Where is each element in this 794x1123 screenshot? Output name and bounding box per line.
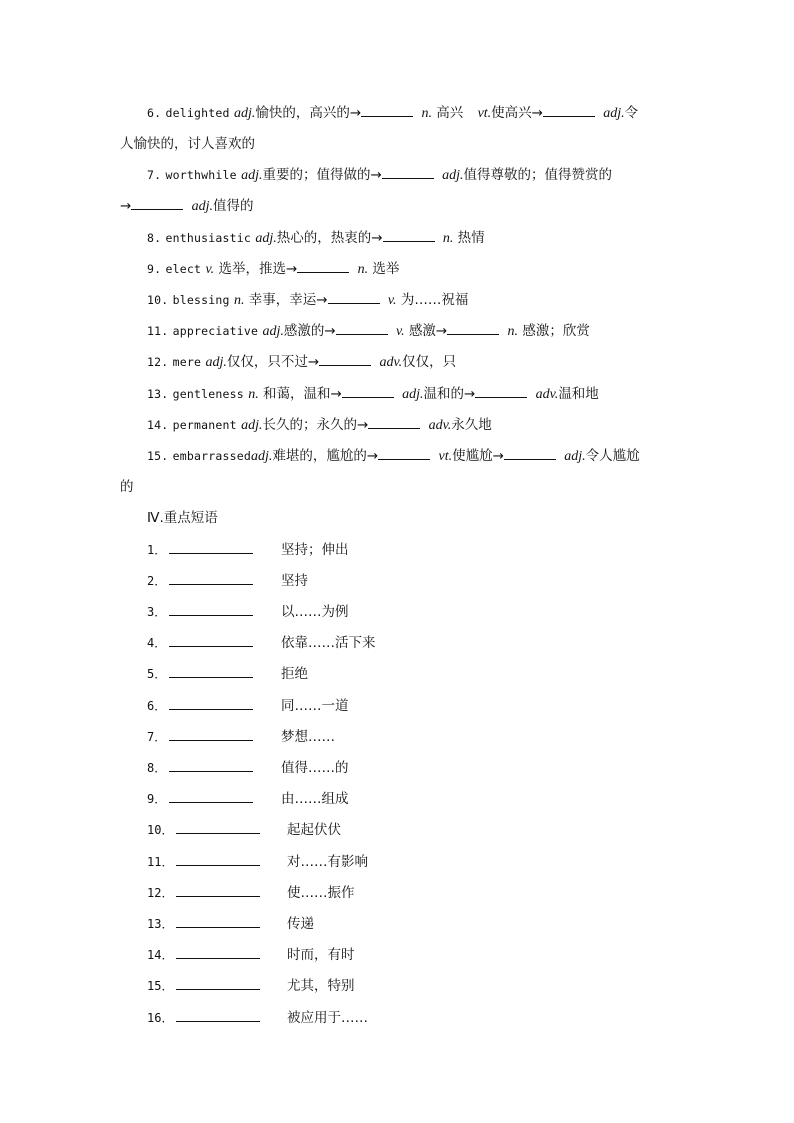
meaning: 值得的	[213, 198, 254, 214]
meaning: 长久的；永久的→	[262, 417, 369, 433]
meaning: 感激的→	[283, 323, 336, 339]
meaning: 仅仅，只	[402, 354, 457, 370]
part-of-speech: n.	[442, 231, 454, 246]
meaning: 难堪的，尴尬的→	[272, 448, 379, 464]
phrase-item	[147, 665, 547, 683]
phrase-meaning: 由……组成	[281, 791, 349, 807]
vocab-item-6-continued	[120, 135, 680, 153]
vocab-num: 11.	[147, 324, 169, 338]
part-of-speech: adj.	[442, 168, 464, 183]
phrase-meaning: 依靠……活下来	[281, 635, 376, 651]
phrase-answer-blank[interactable]	[169, 646, 253, 647]
meaning: 永久地	[451, 417, 492, 433]
meaning: 高兴	[436, 105, 464, 121]
vocab-word: gentleness	[172, 387, 244, 401]
phrase-item	[147, 759, 547, 777]
phrase-answer-blank[interactable]	[169, 584, 253, 585]
vocab-item-9	[147, 260, 707, 279]
part-of-speech: vt.	[438, 449, 453, 464]
answer-blank[interactable]	[131, 197, 183, 210]
part-of-speech: adj.	[603, 106, 625, 121]
meaning: 幸事，幸运→	[248, 292, 328, 308]
part-of-speech: v.	[395, 324, 405, 339]
part-of-speech: adj.	[262, 324, 284, 339]
part-of-speech: vt.	[477, 106, 492, 121]
meaning: 令	[624, 105, 639, 121]
phrase-answer-blank[interactable]	[169, 802, 253, 803]
phrase-answer-blank[interactable]	[169, 615, 253, 616]
meaning: 热情	[457, 230, 485, 246]
phrase-meaning: 传递	[287, 916, 314, 932]
phrase-num: 11．	[147, 855, 174, 869]
phrase-num: 7．	[147, 730, 167, 744]
phrase-num: 3．	[147, 605, 167, 619]
vocab-num: 14.	[147, 418, 169, 432]
part-of-speech: adv.	[428, 418, 452, 433]
answer-blank[interactable]	[328, 291, 380, 304]
answer-blank[interactable]	[361, 104, 413, 117]
part-of-speech: n.	[248, 387, 259, 402]
phrase-num: 14．	[147, 948, 174, 962]
phrase-num: 13．	[147, 917, 174, 931]
part-of-speech: adj.	[233, 106, 256, 121]
part-of-speech: adj.	[205, 355, 227, 370]
part-of-speech: adv.	[379, 355, 403, 370]
phrase-answer-blank[interactable]	[169, 553, 253, 554]
vocab-item-8	[147, 229, 707, 248]
phrase-meaning: 尤其，特别	[287, 978, 355, 994]
phrase-item	[147, 634, 547, 652]
phrase-answer-blank[interactable]	[176, 896, 260, 897]
meaning: 愉快的，高兴的→	[255, 105, 362, 121]
phrase-meaning: 值得……的	[281, 760, 349, 776]
arrow: →	[120, 198, 132, 214]
answer-blank[interactable]	[336, 322, 388, 335]
phrase-answer-blank[interactable]	[169, 677, 253, 678]
vocab-num: 9.	[147, 262, 162, 276]
phrase-answer-blank[interactable]	[176, 833, 260, 834]
phrase-item	[147, 697, 547, 715]
part-of-speech: n.	[357, 262, 369, 277]
part-of-speech: n.	[507, 324, 519, 339]
phrase-meaning: 对……有影响	[287, 854, 368, 870]
vocab-num: 6.	[147, 106, 162, 120]
vocab-num: 15.	[147, 449, 169, 463]
vocab-num: 10.	[147, 293, 169, 307]
part-of-speech: adj.	[241, 418, 263, 433]
vocab-item-14	[147, 416, 707, 435]
meaning: 热心的，热衷的→	[276, 230, 383, 246]
phrase-meaning: 使……振作	[287, 885, 355, 901]
answer-blank[interactable]	[368, 416, 420, 429]
vocab-word: mere	[172, 355, 202, 369]
answer-blank[interactable]	[297, 260, 349, 273]
vocab-item-7	[147, 166, 707, 185]
meaning: 使高兴→	[491, 105, 543, 121]
meaning: 为……祝福	[400, 292, 469, 308]
answer-blank[interactable]	[342, 385, 394, 398]
phrase-num: 12．	[147, 886, 174, 900]
part-of-speech: adj.	[241, 168, 263, 183]
vocab-num: 12.	[147, 355, 169, 369]
vocab-item-7-continued	[120, 197, 680, 216]
phrase-item	[147, 915, 547, 933]
vocab-item-12	[147, 353, 707, 372]
phrase-item	[147, 603, 547, 621]
phrase-item	[147, 853, 547, 871]
vocab-num: 8.	[147, 231, 162, 245]
phrase-num: 10．	[147, 823, 174, 837]
part-of-speech: n.	[233, 293, 245, 308]
phrase-num: 16．	[147, 1011, 174, 1025]
phrase-answer-blank[interactable]	[176, 865, 260, 866]
vocab-item-6	[147, 104, 707, 123]
answer-blank[interactable]	[543, 104, 595, 117]
phrase-meaning: 梦想……	[281, 729, 335, 745]
meaning: 令人尴尬	[585, 448, 640, 464]
part-of-speech: v.	[387, 293, 397, 308]
phrase-item	[147, 884, 547, 902]
phrase-num: 8．	[147, 761, 167, 775]
meaning: 感激→	[408, 323, 448, 339]
phrase-meaning: 拒绝	[281, 666, 308, 682]
part-of-speech: adj.	[402, 387, 424, 402]
phrase-answer-blank[interactable]	[176, 927, 260, 928]
phrase-num: 6．	[147, 699, 167, 713]
phrase-answer-blank[interactable]	[169, 740, 253, 741]
part-of-speech: adj.	[255, 231, 277, 246]
vocab-num: 7.	[147, 168, 162, 182]
meaning: 人愉快的，讨人喜欢的	[120, 136, 255, 152]
vocab-num: 13.	[147, 387, 169, 401]
vocab-word: delighted	[165, 106, 230, 120]
vocab-word: permanent	[172, 418, 237, 432]
vocab-word: enthusiastic	[165, 231, 252, 245]
vocab-word: blessing	[172, 293, 230, 307]
phrase-answer-blank[interactable]	[176, 958, 260, 959]
part-of-speech: adj.	[251, 449, 273, 464]
meaning: 仅仅，只不过→	[226, 354, 320, 370]
phrase-answer-blank[interactable]	[176, 989, 260, 990]
phrase-meaning: 以……为例	[281, 604, 349, 620]
phrase-meaning: 同……一道	[281, 698, 349, 714]
phrase-num: 9．	[147, 792, 167, 806]
phrase-meaning: 时而，有时	[287, 947, 355, 963]
phrase-num: 5．	[147, 667, 167, 681]
part-of-speech: adj.	[191, 199, 213, 214]
meaning: 使尴尬→	[452, 448, 504, 464]
phrase-num: 1．	[147, 543, 167, 557]
answer-blank[interactable]	[475, 385, 527, 398]
answer-blank[interactable]	[378, 447, 430, 460]
vocab-word: appreciative	[172, 324, 259, 338]
answer-blank[interactable]	[447, 322, 499, 335]
phrase-item	[147, 728, 547, 746]
meaning: 值得尊敬的；值得赞赏的	[463, 167, 612, 183]
vocab-item-13	[147, 385, 707, 404]
phrase-answer-blank[interactable]	[169, 771, 253, 772]
phrase-answer-blank[interactable]	[176, 1021, 260, 1022]
part-of-speech: adj.	[564, 449, 586, 464]
answer-blank[interactable]	[383, 229, 435, 242]
phrase-item	[147, 977, 547, 995]
phrase-meaning: 被应用于……	[287, 1010, 368, 1026]
phrase-meaning: 坚持；伸出	[281, 542, 349, 558]
meaning: 温和的→	[423, 386, 476, 402]
phrase-meaning: 起起伏伏	[287, 822, 341, 838]
answer-blank[interactable]	[504, 447, 556, 460]
vocab-word: worthwhile	[165, 168, 237, 182]
part-of-speech: n.	[421, 106, 432, 121]
meaning: 选举	[372, 261, 400, 277]
section-title: Ⅳ.重点短语	[147, 510, 218, 526]
meaning: 和蔼，温和→	[263, 386, 342, 402]
phrase-item	[147, 821, 547, 839]
part-of-speech: adv.	[535, 387, 559, 402]
phrase-item	[147, 572, 547, 590]
phrase-item	[147, 1009, 547, 1027]
answer-blank[interactable]	[382, 166, 434, 179]
meaning: 选举，推选→	[218, 261, 298, 277]
phrase-answer-blank[interactable]	[169, 709, 253, 710]
phrase-num: 2．	[147, 574, 167, 588]
vocab-word: embarrassed	[172, 449, 252, 463]
part-of-speech: v.	[205, 262, 215, 277]
meaning: 感激；欣赏	[522, 323, 590, 339]
meaning: 温和地	[558, 386, 599, 402]
vocab-item-10	[147, 291, 707, 310]
phrase-item	[147, 790, 547, 808]
phrase-item	[147, 946, 547, 964]
meaning: 的	[120, 479, 134, 495]
answer-blank[interactable]	[319, 353, 371, 366]
phrase-num: 4．	[147, 636, 167, 650]
phrase-meaning: 坚持	[281, 573, 308, 589]
phrase-num: 15．	[147, 979, 174, 993]
meaning: 重要的；值得做的→	[262, 167, 382, 183]
vocab-item-11	[147, 322, 707, 341]
vocab-item-15	[147, 447, 707, 466]
vocab-item-15-continued	[120, 478, 680, 496]
vocab-word: elect	[165, 262, 202, 276]
phrase-item	[147, 541, 547, 559]
